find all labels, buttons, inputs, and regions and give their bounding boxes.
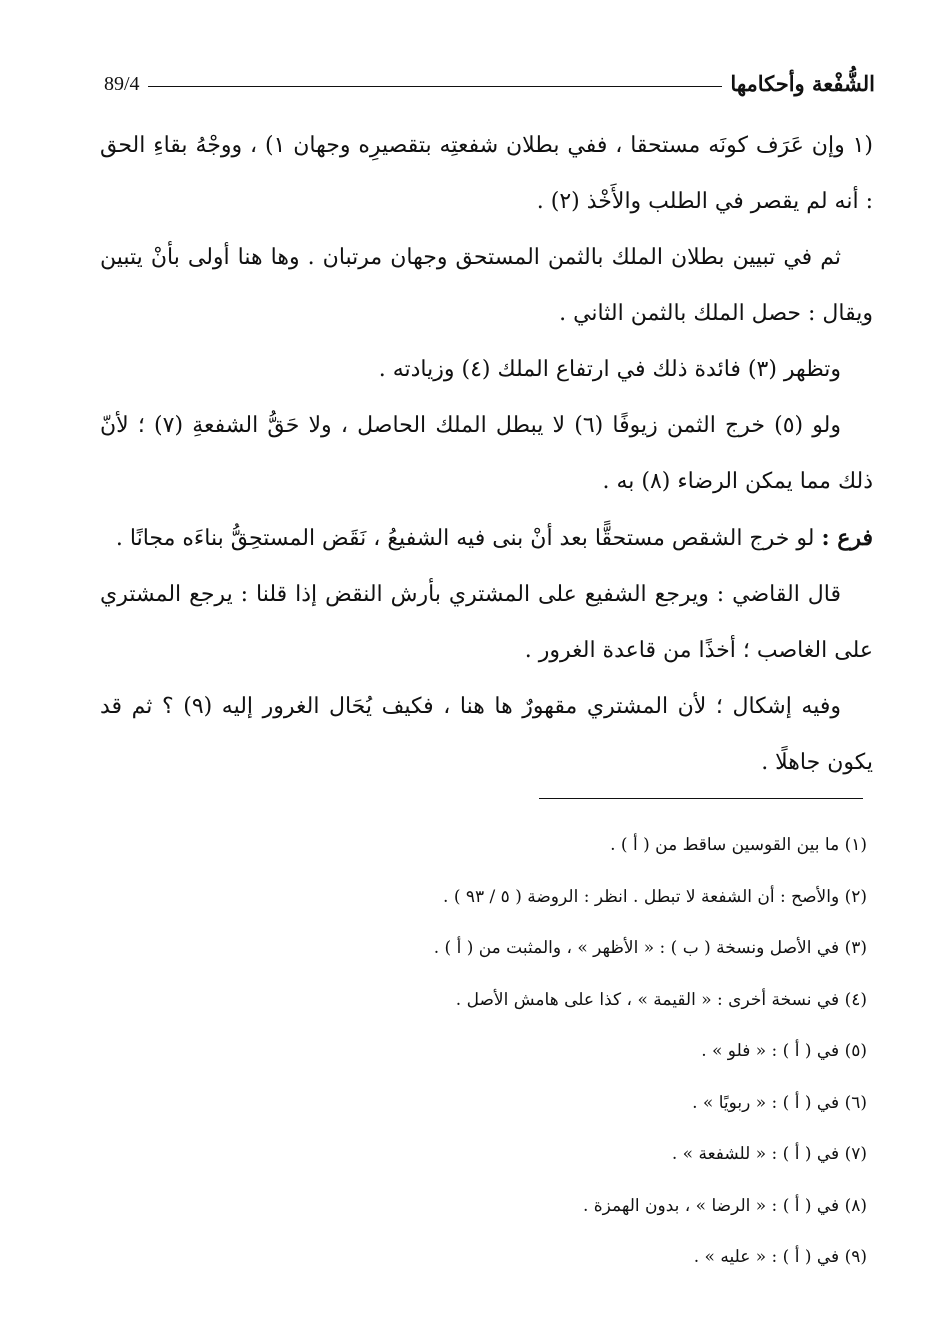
main-text [100,118,873,791]
paragraph-3: وتظهر (٣) فائدة ذلك في ارتفاع الملك (٤) وزيادته . [378,357,841,382]
paragraph-7: وفيه إشكال ؛ لأن المشتري مقهورٌ ها هنا ، فكيف يُحَال الغرور إليه (٩) ؟ ثم قد يكون جاهلًا . [100,694,873,775]
footnote-9: (٩) في ( أ ) : « عليه » . [693,1247,867,1267]
paragraph-6: قال القاضي : ويرجع الشفيع على المشتري بأرش النقض إذا قلنا : يرجع المشتري على الغاصب ؛ أخذًا من قاعدة الغرور . [100,582,873,663]
header-rule [148,86,723,87]
paragraph-2: ثم في تبيين بطلان الملك بالثمن المستحق وجهان مرتبان . وها هنا أولى بأنْ يتبين ويقال : حصل الملك بالثمن الثاني . [100,245,873,326]
footnote-8: (٨) في ( أ ) : « الرضا » ، بدون الهمزة . [582,1195,867,1216]
footnote-6: (٦) في ( أ ) : « ربويًا » . [692,1092,867,1113]
far-label: فرع : [821,525,873,551]
header-title: الشُّفْعة وأحكامها [730,71,875,96]
footnote-2: (٢) والأصح : أن الشفعة لا تبطل . انظر : الروضة ( ٥ / ٩٣ ) . [443,886,867,907]
footnotes [100,820,867,1284]
footnote-7: (٧) في ( أ ) : « للشفعة » . [671,1144,867,1164]
paragraph-4: ولو (٥) خرج الثمن زيوفًا (٦) لا يبطل الملك الحاصل ، ولا حَقُّ الشفعةِ (٧) ؛ لأنّ ذلك مما يمكن الرضاء (٨) به . [100,413,873,494]
footnote-separator [539,798,863,799]
footnote-1: (١) ما بين القوسين ساقط من ( أ ) . [610,835,867,855]
running-header [104,62,875,96]
footnote-5: (٥) في ( أ ) : « فلو » . [701,1041,867,1061]
footnote-3: (٣) في الأصل ونسخة ( ب ) : « الأظهر » ، والمثبت من ( أ ) . [433,938,867,958]
paragraph-far [100,510,873,567]
paragraph-1: (١ وإن عَرَف كونَه مستحقا ، ففي بطلان شفعتِه بتقصيرِه وجهان ١) ، ووجْهُ بقاءِ الحق : أنه لم يقصر في الطلب والأَخْذ (٢) . [100,133,873,214]
paragraph-5: لو خرج الشقص مستحقًّا بعد أنْ بنى فيه الشفيعُ ، نَقَض المستحِقُّ بناءَه مجانًا . [115,526,815,551]
footnote-4: (٤) في نسخة أخرى : « القيمة » ، كذا على هامش الأصل . [455,989,867,1010]
page-number: 89/4 [104,73,140,95]
